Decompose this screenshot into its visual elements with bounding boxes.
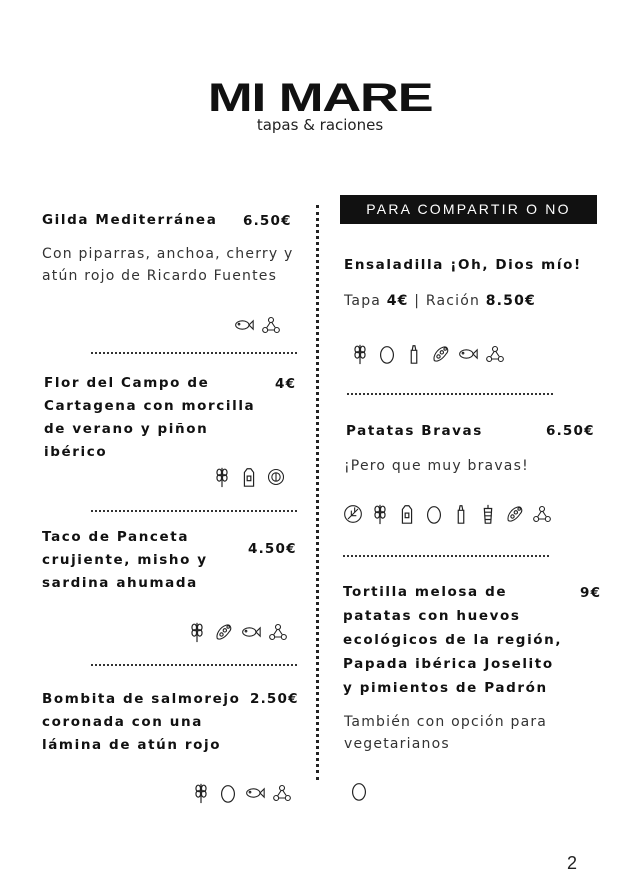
allergen-icons: [349, 780, 369, 802]
item-description: Con piparras, anchoa, cherry y atún rojo de Ricardo Fuentes: [42, 246, 294, 284]
item-separator: [91, 664, 297, 666]
soy-icon: [505, 503, 525, 525]
item-description: ¡Pero que muy bravas!: [344, 458, 529, 474]
sulphite-icon: [261, 314, 281, 336]
soy-icon: [431, 343, 451, 365]
wheat-icon: [187, 621, 207, 643]
celery-icon: [343, 503, 363, 525]
sulphite-icon: [485, 343, 505, 365]
item-description: También con opción para vegetarianos: [344, 714, 548, 752]
item-title: Tortilla melosa de patatas con huevos ecológicos de la región, Papada ibérica Joselito y pimientos de Padrón: [343, 584, 563, 696]
sulphite-icon: [268, 621, 288, 643]
milk-icon: [239, 466, 259, 488]
wheat-icon: [212, 466, 232, 488]
item-separator: [91, 510, 297, 512]
item-separator: [91, 352, 297, 354]
racion-price: 8.50€: [485, 293, 537, 309]
item-separator: [343, 555, 549, 557]
item-title: Patatas Bravas: [346, 423, 483, 439]
fish-icon: [245, 782, 265, 804]
tapa-price: 4€: [386, 293, 409, 309]
brand-tagline: tapas & raciones: [256, 116, 384, 134]
egg-icon: [424, 503, 444, 525]
milk-icon: [397, 503, 417, 525]
item-title: Taco de Panceta crujiente, misho y sardina ahumada: [42, 529, 208, 591]
crustacean-icon: [478, 503, 498, 525]
allergen-icons: [187, 621, 288, 643]
wheat-icon: [191, 782, 211, 804]
column-divider: [316, 205, 319, 780]
item-separator: [347, 393, 553, 395]
allergen-icons: [343, 503, 552, 525]
item-title: Bombita de salmorejo coronada con una lámina de atún rojo: [42, 691, 241, 753]
wheat-icon: [370, 503, 390, 525]
desc-prefix: Tapa: [344, 293, 387, 309]
page-number: 2: [567, 853, 578, 873]
fish-icon: [241, 621, 261, 643]
allergen-icons: [350, 343, 505, 365]
desc-separator: | Ración: [408, 293, 486, 309]
egg-icon: [349, 780, 369, 802]
brand-logo: MI MARE: [207, 76, 433, 120]
item-title: Gilda Mediterránea: [42, 212, 218, 228]
item-price: 9€: [580, 585, 602, 601]
fish-icon: [458, 343, 478, 365]
allergen-icons: [234, 314, 281, 336]
fish-icon: [234, 314, 254, 336]
sulphite-icon: [272, 782, 292, 804]
sulphite-icon: [532, 503, 552, 525]
nuts-icon: [266, 466, 286, 488]
wheat-icon: [350, 343, 370, 365]
item-price: 4.50€: [248, 541, 297, 557]
item-price: 6.50€: [546, 423, 595, 439]
mustard-icon: [451, 503, 471, 525]
item-title: Ensaladilla ¡Oh, Dios mío!: [344, 257, 582, 273]
allergen-icons: [212, 466, 286, 488]
egg-icon: [218, 782, 238, 804]
soy-icon: [214, 621, 234, 643]
item-price: 2.50€: [250, 691, 299, 707]
item-price: 6.50€: [243, 213, 292, 229]
item-description: [344, 290, 604, 312]
allergen-icons: [191, 782, 292, 804]
section-heading: PARA COMPARTIR O NO: [340, 195, 597, 224]
mustard-icon: [404, 343, 424, 365]
item-price: 4€: [275, 376, 297, 392]
item-title: Flor del Campo de Cartagena con morcilla de verano y piñon ibérico: [44, 375, 256, 460]
egg-icon: [377, 343, 397, 365]
